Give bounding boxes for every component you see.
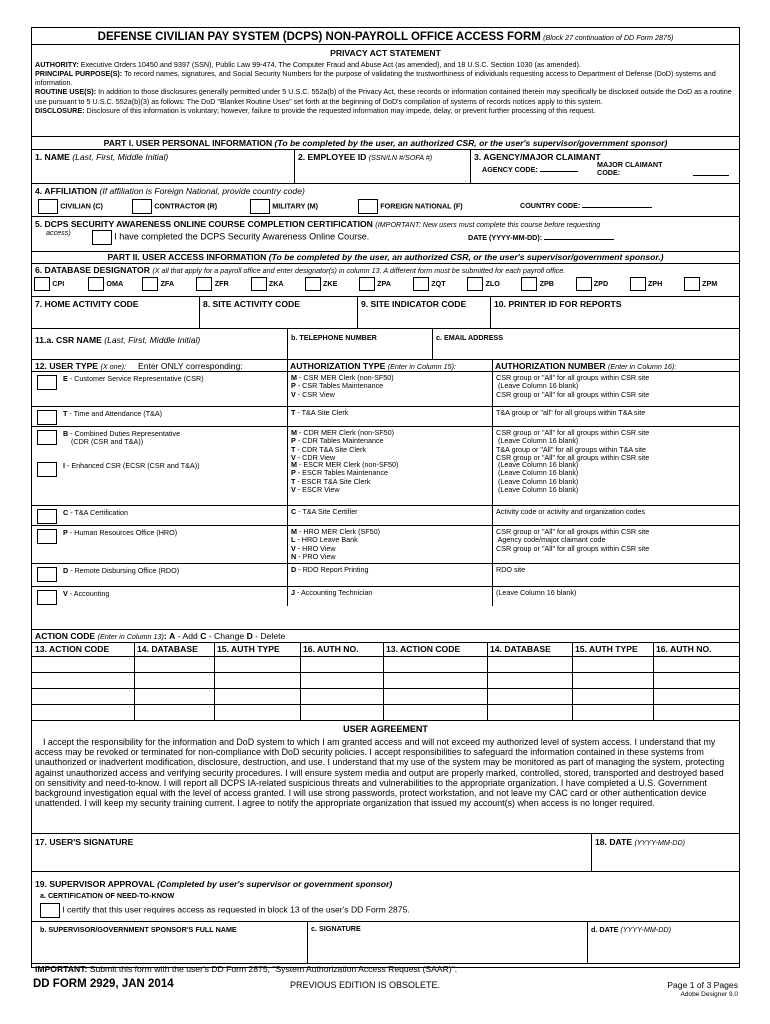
checkbox[interactable] <box>92 230 112 245</box>
database-option-zpa[interactable] <box>359 277 391 291</box>
auth-number-cell <box>492 506 739 525</box>
user-type-row <box>32 371 739 406</box>
database-option-zpb[interactable] <box>521 277 554 291</box>
form-number: DD FORM 2929, JAN 2014 <box>33 978 174 990</box>
block4-note: (If affiliation is Foreign National, provide country code) <box>99 186 305 196</box>
auth-number-item: CSR group or "All" for all groups within CSR site <box>496 389 650 399</box>
block1-name[interactable] <box>35 152 168 162</box>
block12-header <box>32 359 739 371</box>
auth-type-item: M - CDR MER Clerk (non-SF50) <box>291 428 395 437</box>
part1-header <box>32 136 739 149</box>
block19d-label: d. DATE <box>591 925 619 934</box>
database-code-label: CPI <box>52 279 65 289</box>
user-type-option[interactable] <box>37 567 179 582</box>
auth-num-label: AUTHORIZATION NUMBER <box>495 361 606 371</box>
auth-number-cell <box>492 459 739 505</box>
auth-type-item: N - PRO View <box>291 551 336 561</box>
purpose-text: To record names, signatures, and Social Security Numbers for the purpose of validating the trustworthiness of individuals requesting access to Department of Defense (DoD) systems and information. <box>35 69 716 88</box>
option-label: CIVILIAN (C) <box>60 201 103 211</box>
checkbox[interactable] <box>40 903 60 918</box>
user-type-name: T - Time and Attendance (T&A) <box>63 409 163 418</box>
course-checkbox[interactable] <box>92 230 369 245</box>
auth-type-item: M - CSR MER Clerk (non-SF50) <box>291 373 394 382</box>
database-code-label: ZPD <box>593 279 609 289</box>
auth-type-cell <box>287 526 492 563</box>
checkbox[interactable] <box>684 277 700 291</box>
important-text: Submit this form with the user's DD Form 2875, "System Authorization Access Request (SAAR)". <box>89 964 458 974</box>
user-type-row <box>32 563 739 586</box>
affiliation-military[interactable] <box>250 199 318 214</box>
major-claimant-label: MAJOR CLAIMANT CODE: <box>597 160 663 177</box>
user-type-row <box>32 406 739 426</box>
block12-label: 12. USER TYPE <box>35 361 99 371</box>
auth-type-item: T - ESCR T&A Site Clerk <box>291 476 371 486</box>
block6-note: (X all that apply for a payroll office and enter designator(s) in column 13. A different form must be submitted for each payroll office. <box>152 266 566 275</box>
checkbox[interactable] <box>37 410 57 425</box>
block10-printer[interactable] <box>490 297 739 328</box>
part2-header <box>32 251 739 263</box>
auth-number-item: CSR group or "All" for all groups within CSR site <box>496 527 650 536</box>
block17-label: 17. USER'S SIGNATURE <box>35 837 134 847</box>
checkbox[interactable] <box>196 277 212 291</box>
user-type-option[interactable] <box>37 590 109 605</box>
agreement-heading: USER AGREEMENT <box>343 724 428 734</box>
table-row[interactable] <box>32 672 739 688</box>
email-label: c. EMAIL ADDRESS <box>436 333 504 342</box>
checkbox[interactable] <box>37 430 57 445</box>
checkbox[interactable] <box>576 277 592 291</box>
user-type-row <box>32 505 739 525</box>
auth-number-item: CSR group or "All" for all groups within CSR site <box>496 543 650 553</box>
database-option-zlo[interactable] <box>467 277 500 291</box>
auth-type-cell <box>287 407 492 426</box>
block2-note: (SSN/LN #/SOFA #) <box>368 153 433 162</box>
block18-note: (YYYY-MM-DD) <box>634 838 686 847</box>
auth-type-item: C - T&A Site Certifier <box>291 507 358 516</box>
block1-label: 1. NAME <box>35 152 70 162</box>
database-code-label: OMA <box>106 279 124 289</box>
checkbox[interactable] <box>142 277 158 291</box>
database-option-zph[interactable] <box>630 277 663 291</box>
checkbox[interactable] <box>413 277 429 291</box>
auth-number-item: (Leave Column 16 blank) <box>496 468 579 478</box>
part1-note: (To be completed by the user, an authorized CSR, or the user's supervisor/government sponsor) <box>274 138 668 148</box>
checkbox[interactable] <box>358 199 378 214</box>
checkbox[interactable] <box>37 529 57 544</box>
auth-type-item: D - RDO Report Printing <box>291 565 369 574</box>
block19-label: 19. SUPERVISOR APPROVAL <box>35 879 155 889</box>
agency-code-label: AGENCY CODE: <box>482 166 578 174</box>
user-type-row <box>32 525 739 563</box>
title-main: DEFENSE CIVILIAN PAY SYSTEM (DCPS) NON-PAYROLL OFFICE ACCESS FORM <box>97 31 541 43</box>
checkbox[interactable] <box>630 277 646 291</box>
table-column-header: 16. AUTH NO. <box>656 644 712 654</box>
database-option-zfa[interactable] <box>142 277 174 291</box>
auth-number-cell <box>492 372 739 406</box>
action-note: (Enter in Column 13) <box>97 632 164 641</box>
auth-type-item: M - ESCR MER Clerk (non-SF50) <box>291 460 399 469</box>
signature-row <box>32 833 739 871</box>
block19-header <box>32 871 739 889</box>
block19a <box>32 889 739 924</box>
block8-label: 8. SITE ACTIVITY CODE <box>203 299 300 309</box>
agreement-text: I accept the responsibility for the information and DoD system to which I am granted access and will not exceed my authorized level of system access. I understand that my access may be revoked or terminated for non-compliance with DoD security policies. I accept responsibilities to safeguard the information contained in these systems from unauthorized or inadvertent modification, disclosure, destruction, and use. I understand that my use of the system may be monitored as part of managing the system, protecting against unauthorized access and verifying security procedures. I will ensure system media and output are properly marked, controlled, stored, transported and destroyed based on sensitivity and need-to-know. I will report all DCPS IA-related suspicious threats and vulnerabilities to the appropriate organization. I have completed a U.S. Government background investigation equal with the level of access granted. I will use strong passwords, protect workstation, and not leave my CAC card or other authentication device unattended. I will keep my security training current. I agree to notify the appropriate organization that issued my account(s) when access is no longer required. <box>35 737 725 809</box>
checkbox[interactable] <box>521 277 537 291</box>
auth-number-item: (Leave Column 16 blank) <box>496 460 579 469</box>
course-date[interactable] <box>468 234 614 242</box>
checkbox[interactable] <box>37 567 57 582</box>
table-row[interactable] <box>32 656 739 672</box>
database-code-label: ZLO <box>485 279 500 289</box>
affiliation-foreign[interactable] <box>358 199 463 214</box>
checkbox[interactable] <box>34 277 50 291</box>
database-code-label: ZFA <box>160 279 175 289</box>
checkbox[interactable] <box>305 277 321 291</box>
auth-type-cell <box>287 459 492 505</box>
block1-note: (Last, First, Middle Initial) <box>72 152 169 162</box>
block2-employee-id[interactable] <box>294 150 470 183</box>
country-code-label: COUNTRY CODE: <box>520 201 581 210</box>
block6-label: 6. DATABASE DESIGNATOR <box>35 265 150 275</box>
block19-bcd <box>32 921 739 963</box>
block11-note: (Last, First, Middle Initial) <box>104 335 201 345</box>
course-statement: I have completed the DCPS Security Awareness Online Course. <box>114 231 370 242</box>
block12-enter: Enter ONLY corresponding: <box>137 361 243 371</box>
auth-number-item: Activity code or activity and organization codes <box>496 507 646 516</box>
database-option-zka[interactable] <box>251 277 284 291</box>
affiliation-civilian[interactable] <box>38 199 103 214</box>
blocks-7-10 <box>32 296 739 328</box>
block19c-label: c. SIGNATURE <box>311 924 361 933</box>
auth-number-item: RDO site <box>496 565 526 574</box>
checkbox[interactable] <box>251 277 267 291</box>
block5-note: (IMPORTANT: New users must complete this course before requesting <box>375 220 601 229</box>
checkbox[interactable] <box>250 199 270 214</box>
user-type-name: V - Accounting <box>63 589 110 598</box>
country-code[interactable] <box>520 202 652 210</box>
disclosure-text: Disclosure of this information is voluntary; however, failure to provide the requested information may impede, delay, or prevent further processing of this request. <box>86 105 596 115</box>
table-column-header: 15. AUTH TYPE <box>217 644 280 654</box>
auth-type-label: AUTHORIZATION TYPE <box>290 361 386 371</box>
block18-label: 18. DATE <box>595 837 633 847</box>
auth-number-item: Agency code/major claimant code <box>496 535 606 545</box>
user-type-name: C - T&A Certification <box>63 508 128 517</box>
database-option-oma[interactable] <box>88 277 123 291</box>
block19c-signature[interactable] <box>307 922 587 963</box>
database-code-label: ZKE <box>323 279 338 289</box>
user-type-option[interactable] <box>37 529 177 544</box>
purpose-label: PRINCIPAL PURPOSE(S): <box>35 69 123 79</box>
user-type-name: E - Customer Service Representative (CSR) <box>63 374 204 383</box>
auth-type-item: V - CDR View <box>291 452 336 462</box>
title-note: (Block 27 continuation of DD Form 2875) <box>543 33 674 42</box>
auth-type-item: T - T&A Site Clerk <box>291 408 349 417</box>
important-note <box>35 964 457 974</box>
block7-label: 7. HOME ACTIVITY CODE <box>35 299 139 309</box>
block2-label: 2. EMPLOYEE ID <box>298 152 367 162</box>
auth-type-note: (Enter in Column 15): <box>387 362 457 371</box>
user-type-option[interactable] <box>37 410 162 425</box>
block10-label: 10. PRINTER ID FOR REPORTS <box>494 299 622 309</box>
part1-label: PART I. USER PERSONAL INFORMATION <box>103 138 273 148</box>
auth-number-item: (Leave Column 16 blank) <box>496 381 579 391</box>
auth-type-item: T - CDR T&A Site Clerk <box>291 444 366 454</box>
auth-type-item: P - CDR Tables Maintenance <box>291 436 384 446</box>
auth-type-cell <box>287 372 492 406</box>
block19b-label: b. SUPERVISOR/GOVERNMENT SPONSOR'S FULL NAME <box>40 925 237 934</box>
auth-number-item: T&A group or "all" for all groups within T&A site <box>496 408 646 417</box>
auth-number-item: (Leave Column 16 blank) <box>496 588 577 597</box>
block9-label: 9. SITE INDICATOR CODE <box>361 299 467 309</box>
cert-label: a. CERTIFICATION OF NEED-TO-KNOW <box>40 891 175 900</box>
database-code-label: ZKA <box>268 279 284 289</box>
obsolete-note: PREVIOUS EDITION IS OBSOLETE. <box>290 980 441 990</box>
table-column-header: 15. AUTH TYPE <box>575 644 638 654</box>
privacy-text <box>35 60 736 115</box>
auth-type-cell <box>287 564 492 586</box>
auth-number-item: CSR group or "All" for all groups within CSR site <box>496 428 650 437</box>
action-code-legend: ACTION CODE (Enter in Column 13): A - Add C - Change D - Delete <box>32 629 739 642</box>
table-column-header: 16. AUTH NO. <box>303 644 359 654</box>
disclosure-label: DISCLOSURE: <box>35 105 85 115</box>
user-agreement <box>32 720 739 833</box>
user-type-name: P - Human Resources Office (HRO) <box>63 528 178 537</box>
auth-number-item: T&A group or "All" for all groups within T&A site <box>496 444 646 454</box>
auth-type-item: L - HRO Leave Bank <box>291 535 358 545</box>
table-row[interactable] <box>32 688 739 704</box>
auth-number-cell <box>492 587 739 606</box>
auth-type-item: V - ESCR View <box>291 484 340 494</box>
auth-number-cell <box>492 407 739 426</box>
cert-checkbox[interactable] <box>40 903 410 918</box>
user-type-option[interactable] <box>37 509 128 524</box>
important-label: IMPORTANT: <box>35 964 88 974</box>
user-type-row <box>32 586 739 606</box>
action-label: ACTION CODE <box>35 631 96 641</box>
table-column-header: 13. ACTION CODE <box>386 644 461 654</box>
auth-number-item: CSR group or "All" for all groups within CSR site <box>496 452 650 462</box>
block8-site-activity[interactable] <box>199 297 357 328</box>
major-claimant-line <box>693 175 729 176</box>
authority-text: Executive Orders 10450 and 9397 (SSN), Public Law 99-474, The Computer Fraud and Abuse Act (as amended), and 18 U.S.C. Section 1030 (as amended). <box>80 60 581 69</box>
auth-number-cell <box>492 564 739 586</box>
block11-label: 11.a. CSR NAME <box>35 335 102 345</box>
part2-label: PART II. USER ACCESS INFORMATION <box>107 252 267 262</box>
checkbox[interactable] <box>37 590 57 605</box>
block4-affiliation <box>32 183 739 216</box>
form-title <box>32 31 739 45</box>
database-option-cpi[interactable] <box>34 277 64 291</box>
auth-num-note: (Enter in Column 16): <box>607 362 677 371</box>
block6-database <box>32 263 739 296</box>
block11c-email[interactable] <box>432 329 739 359</box>
checkbox[interactable] <box>37 462 57 477</box>
auth-number-item: (Leave Column 16 blank) <box>496 484 579 494</box>
auth-type-item: V - HRO View <box>291 543 336 553</box>
checkbox[interactable] <box>37 375 57 390</box>
block5-certification <box>32 216 739 251</box>
block11-csr <box>32 328 739 359</box>
database-option-zfr[interactable] <box>196 277 228 291</box>
option-label: MILITARY (M) <box>272 201 319 211</box>
database-code-label: ZPM <box>702 279 718 289</box>
action-table-header <box>32 642 739 656</box>
page-number: Page 1 of 3 Pages <box>667 980 738 990</box>
block9-site-indicator[interactable] <box>357 297 490 328</box>
routine-label: ROUTINE USE(S): <box>35 87 97 97</box>
user-type-option[interactable] <box>37 375 204 390</box>
block5-note2: access) <box>46 228 71 237</box>
table-row[interactable] <box>32 704 739 720</box>
block4-label: 4. AFFILIATION <box>35 186 98 196</box>
database-option-zpd[interactable] <box>576 277 609 291</box>
option-label: FOREIGN NATIONAL (F) <box>380 201 463 211</box>
phone-label: b. TELEPHONE NUMBER <box>291 333 377 342</box>
table-column-header: 14. DATABASE <box>137 644 198 654</box>
authority-label: AUTHORITY: <box>35 60 79 69</box>
auth-number-cell <box>492 427 739 462</box>
table-column-header: 14. DATABASE <box>490 644 551 654</box>
checkbox[interactable] <box>37 509 57 524</box>
privacy-heading: PRIVACY ACT STATEMENT <box>330 48 441 58</box>
auth-type-item: V - CSR View <box>291 389 335 399</box>
block18-date[interactable] <box>591 834 739 871</box>
routine-text: In addition to those disclosures generally permitted under 5 U.S.C. 552a(b) of the Privacy Act, these records or information contained therein may specifically be disclosed outside the DoD as a routine use pursuant to 5 U.S.C. 552a(b)(3) as follows: The DoD "Blanket Routine Uses" set forth at the beginning of DoD's compilation of systems of records notices apply to this system. <box>35 87 732 106</box>
database-code-label: ZPB <box>539 279 554 289</box>
table-column-header: 13. ACTION CODE <box>35 644 110 654</box>
affiliation-contractor[interactable] <box>132 199 217 214</box>
course-date-label: DATE (YYYY-MM-DD): <box>468 233 543 242</box>
database-code-label: ZQT <box>431 279 446 289</box>
checkbox[interactable] <box>132 199 152 214</box>
block19d-note: (YYYY-MM-DD) <box>620 925 671 934</box>
block3-agency[interactable] <box>470 150 739 183</box>
block19d-date[interactable] <box>587 922 739 963</box>
user-type-name: I - Enhanced CSR (ECSR (CSR and T&A)) <box>63 461 200 470</box>
user-type-row <box>32 426 739 462</box>
auth-type-item: P - CSR Tables Maintenance <box>291 381 384 391</box>
cert-text: I certify that this user requires access as requested in block 13 of the user's DD Form 2875. <box>62 904 410 915</box>
auth-type-cell <box>287 587 492 606</box>
auth-type-cell <box>287 427 492 462</box>
checkbox[interactable] <box>467 277 483 291</box>
database-designator-row <box>34 277 737 292</box>
database-code-label: ZPH <box>647 279 663 289</box>
form-body <box>31 27 740 968</box>
user-type-option[interactable] <box>37 430 180 447</box>
database-option-zke[interactable] <box>305 277 338 291</box>
blocks-1-3 <box>32 149 739 183</box>
user-type-name: B - Combined Duties Representative (CDR (CSR and T&A)) <box>63 429 181 447</box>
database-code-label: ZPA <box>377 279 391 289</box>
software-note: Adobe Designer 9.0 <box>680 991 738 998</box>
block19-note: (Completed by user's supervisor or government sponsor) <box>157 879 393 889</box>
block5-label: 5. DCPS SECURITY AWARENESS ONLINE COURSE COMPLETION CERTIFICATION <box>35 219 373 229</box>
auth-type-item: P - ESCR Tables Maintenance <box>291 468 388 478</box>
auth-number-item: (Leave Column 16 blank) <box>496 476 579 486</box>
user-type-option[interactable] <box>37 462 199 477</box>
database-code-label: ZFR <box>214 279 229 289</box>
checkbox[interactable] <box>88 277 104 291</box>
auth-type-item: J - Accounting Technician <box>291 588 373 597</box>
user-type-name: D - Remote Disbursing Office (RDO) <box>63 566 180 575</box>
database-option-zqt[interactable] <box>413 277 446 291</box>
block3-label: 3. AGENCY/MAJOR CLAIMANT <box>474 152 601 162</box>
user-type-row <box>32 459 739 505</box>
auth-type-cell <box>287 506 492 525</box>
part2-note: (To be completed by the user, an authorized CSR, or the user's supervisor/government sponsor.) <box>268 252 664 262</box>
auth-type-item: M - HRO MER Clerk (SF50) <box>291 527 381 536</box>
block12-note: (X one): <box>100 362 127 371</box>
auth-number-item: (Leave Column 16 blank) <box>496 436 579 446</box>
checkbox[interactable] <box>359 277 375 291</box>
block11b-phone[interactable] <box>287 329 432 359</box>
auth-number-item: CSR group or "All" for all groups within CSR site <box>496 373 650 382</box>
option-label: CONTRACTOR (R) <box>154 201 218 211</box>
auth-number-cell <box>492 526 739 563</box>
database-option-zpm[interactable] <box>684 277 717 291</box>
checkbox[interactable] <box>38 199 58 214</box>
